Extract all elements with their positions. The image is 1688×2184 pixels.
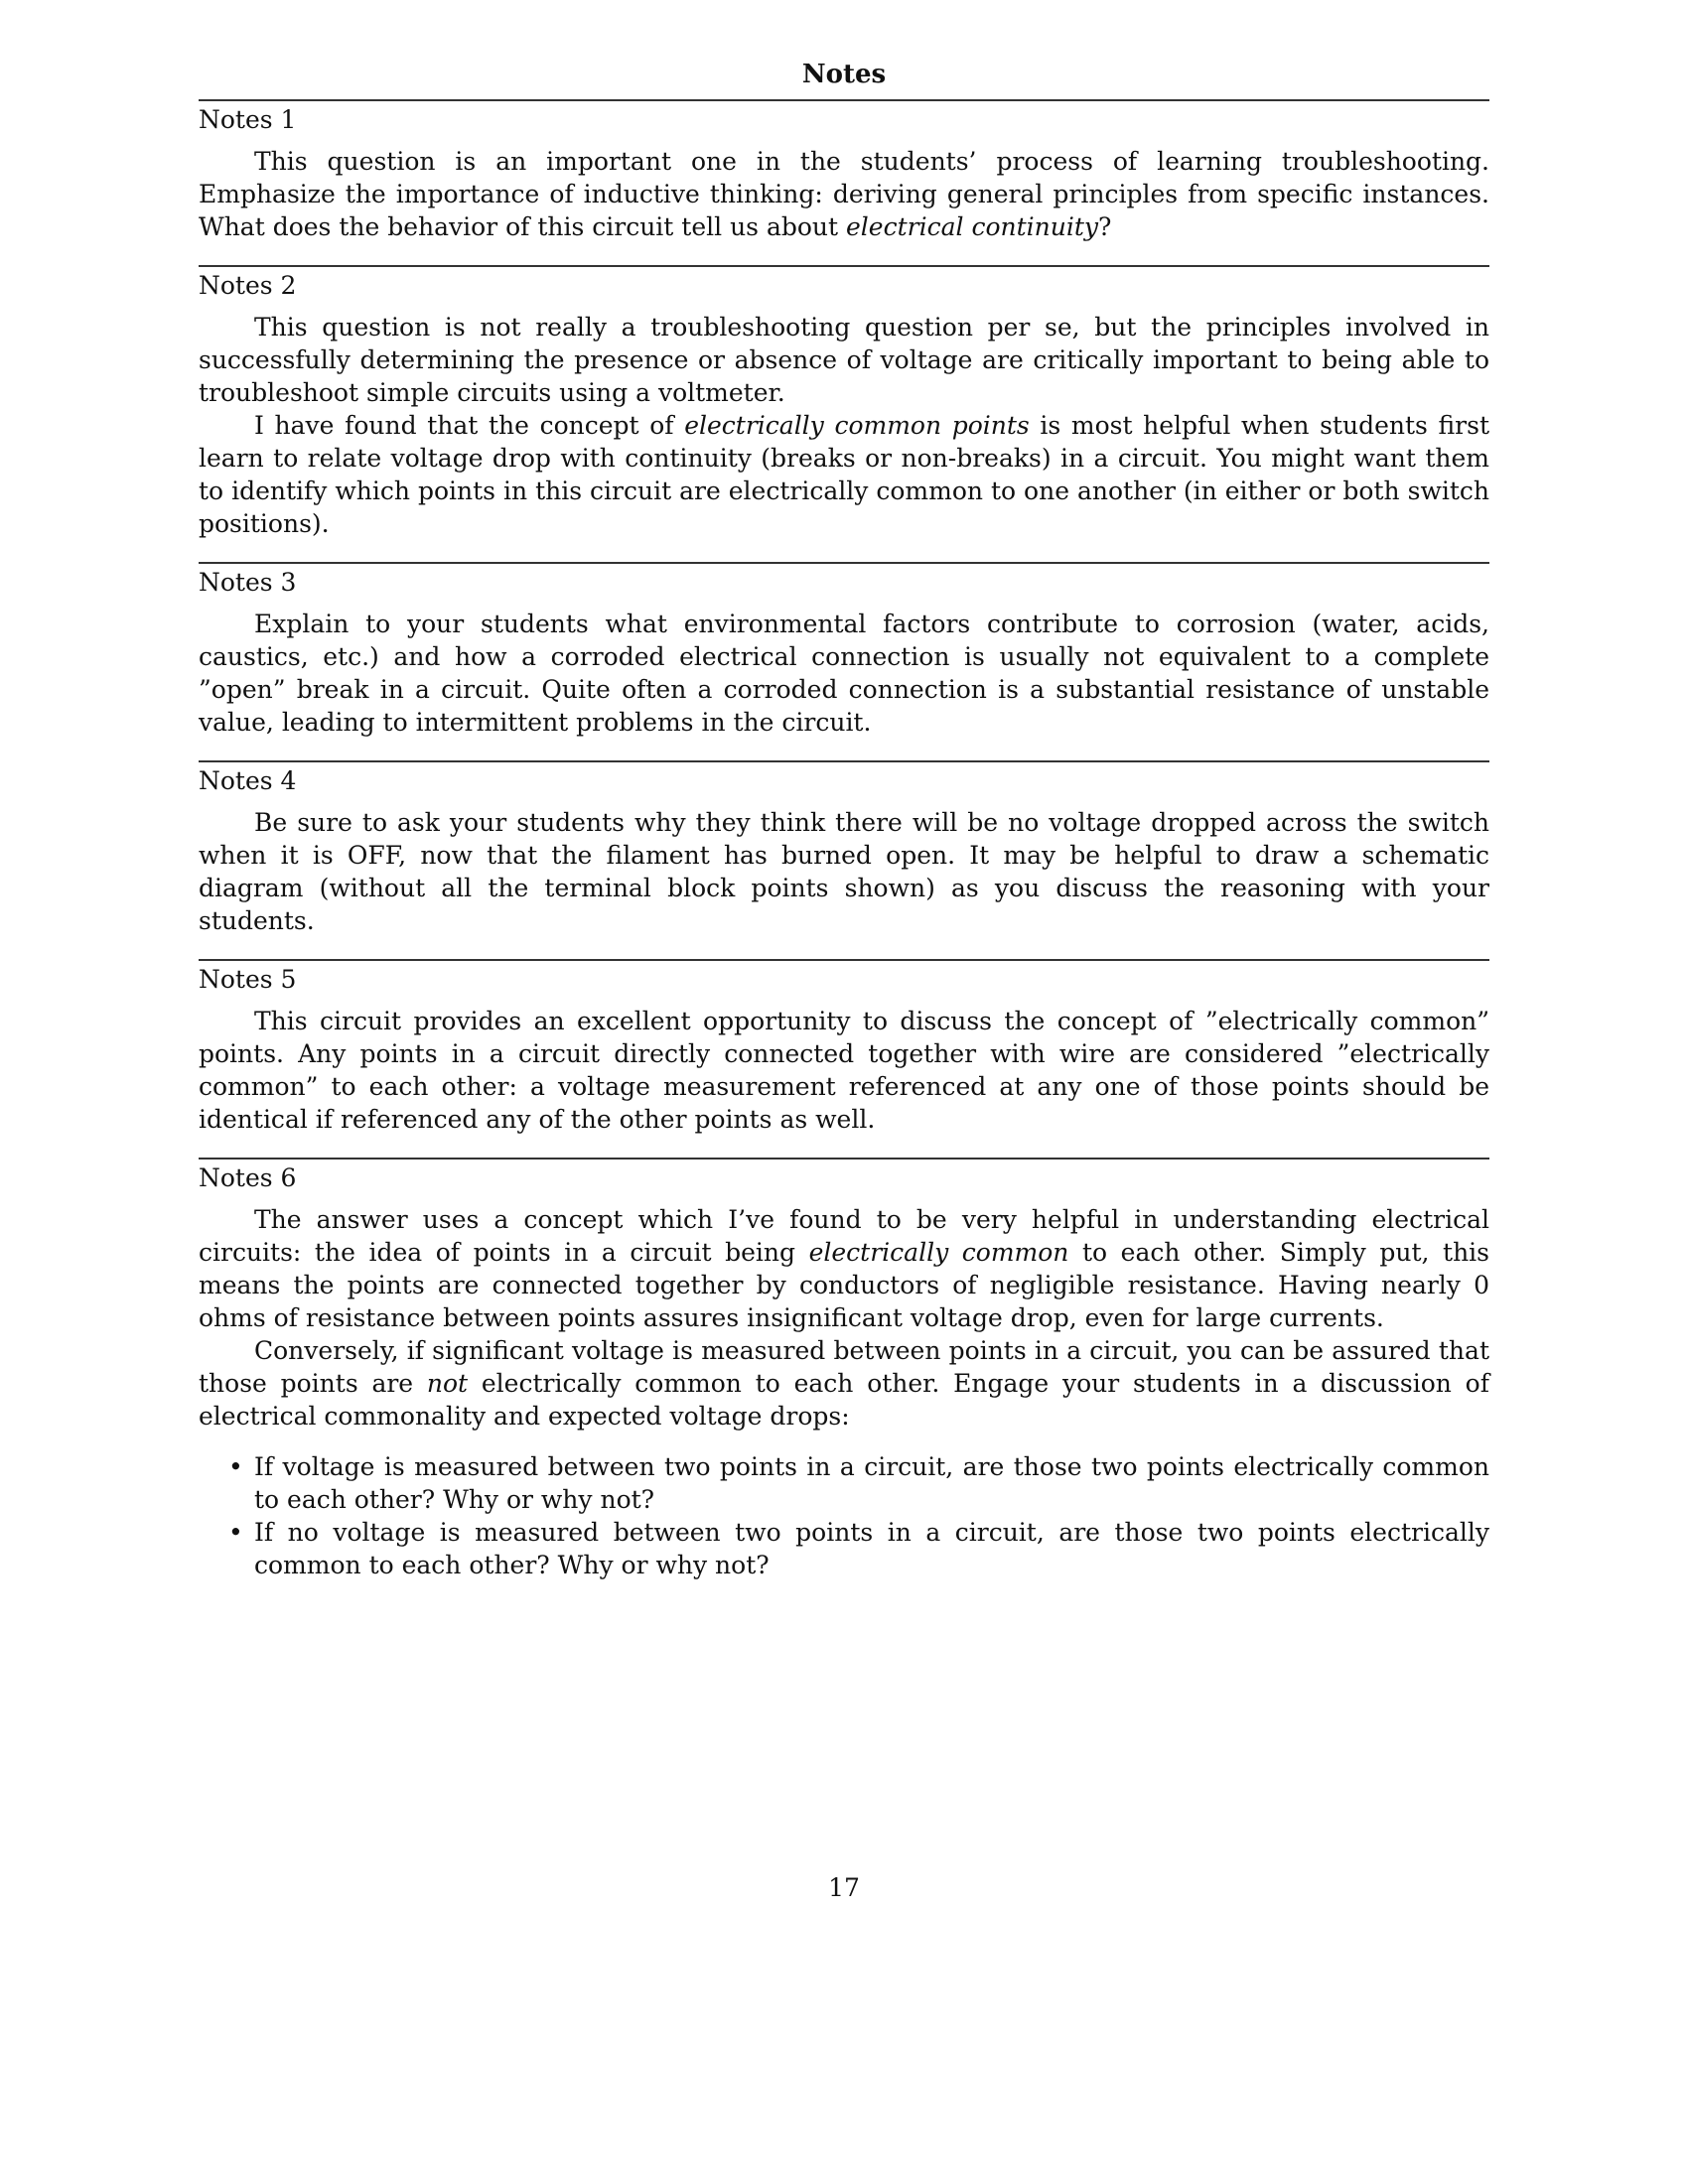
text-run: electrically common to each other. Engage your students in a discussion of electrical commonality and expected voltage drops: [199,1369,1489,1431]
note-label: Notes 6 [199,1163,297,1192]
bullet-icon: • [228,1452,243,1481]
note-paragraph [199,1005,1489,1136]
text-run: is most helpful when students first learn to relate voltage drop with continuity (breaks or non-breaks) in a circuit. You might want them to identify which points in this circuit are electrically common to one another (in either or both switch positions). [199,411,1489,538]
note-section-2 [199,265,1489,540]
bullet-text: If no voltage is measured between two points in a circuit, are those two points electrically common to each other? Why or why not? [254,1518,1489,1579]
page-title: Notes [801,60,887,89]
note-section-5 [199,959,1489,1136]
emphasis-text: electrical continuity [846,212,1099,241]
text-run: Conversely, if significant voltage is measured between points in a circuit, you can be assured that those points are [199,1336,1489,1398]
note-section-6 [199,1158,1489,1581]
note-paragraph [199,1203,1489,1334]
text-run: The answer uses a concept which I’ve found to be very helpful in understanding electrical circuits: the idea of points in a circuit being [199,1205,1489,1267]
note-label: Notes 2 [199,271,297,300]
note-label: Notes 5 [199,965,297,994]
text-run: Explain to your students what environmental factors contribute to corrosion (water, acids, caustics, etc.) and how a corroded electrical connection is usually not equivalent to a complete ”open” break in a circuit. Quite often a corroded connection is a substantial resistance of unstable value, leading to intermittent problems in the circuit. [199,610,1489,737]
note-paragraph [199,806,1489,937]
note-paragraph [199,409,1489,540]
emphasis-text: not [426,1369,469,1398]
text-run: ? [1098,212,1112,241]
note-section-1 [199,99,1489,243]
text-run: to each other. Simply put, this means the points are connected together by conductors of negligible resistance. Having nearly 0 ohms of resistance between points assures insignificant voltage drop, even for large currents. [199,1238,1489,1332]
bullet-item [199,1516,1489,1581]
note-label: Notes 1 [199,105,297,134]
text-run: This circuit provides an excellent opportunity to discuss the concept of ”electrically common” points. Any points in a circuit directly connected together with wire are considered ”electrically common” to each other: a voltage measurement referenced at any one of those points should be identical if referenced any of the other points as well. [199,1007,1489,1134]
note-paragraph [199,608,1489,739]
note-paragraph [199,1334,1489,1433]
notes-list [199,99,1489,1603]
text-run: This question is an important one in the students’ process of learning troubleshooting. Emphasize the importance of inductive thinking: deriving general principles from specific instances. What does the behavior of this circuit tell us about [199,147,1489,241]
bullet-item [199,1450,1489,1516]
page-number: 17 [828,1873,860,1902]
note-label: Notes 3 [199,568,297,597]
note-section-3 [199,562,1489,739]
bullet-text: If voltage is measured between two points in a circuit, are those two points electrically common to each other? Why or why not? [254,1452,1489,1514]
text-run: This question is not really a troubleshooting question per se, but the principles involved in successfully determining the presence or absence of voltage are critically important to being able to troubleshoot simple circuits using a voltmeter. [199,313,1489,407]
bullet-list [199,1450,1489,1581]
emphasis-text: electrically common points [684,411,1030,440]
note-section-4 [199,760,1489,937]
bullet-icon: • [228,1518,243,1547]
note-label: Notes 4 [199,766,297,795]
note-paragraph [199,145,1489,243]
note-paragraph [199,311,1489,409]
emphasis-text: electrically common [808,1238,1069,1267]
text-run: Be sure to ask your students why they think there will be no voltage dropped across the switch when it is OFF, now that the filament has burned open. It may be helpful to draw a schematic diagram (without all the terminal block points shown) as you discuss the reasoning with your students. [199,808,1489,935]
text-run: I have found that the concept of [254,411,685,440]
